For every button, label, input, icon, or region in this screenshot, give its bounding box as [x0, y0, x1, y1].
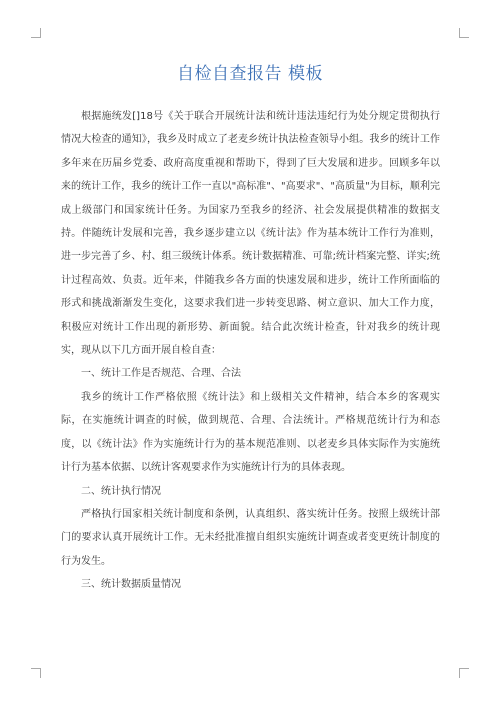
document-title: 自检自查报告 模板	[177, 64, 323, 84]
crop-mark-bottom-left	[31, 668, 41, 678]
crop-mark-top-right	[459, 28, 469, 38]
section-paragraph-1: 我乡的统计工作严格依照《统计法》和上级相关文件精神，结合本乡的客观实际，在实施统计调查的时候，做到规范、合理、合法统计。严格规范统计行为和态度，以《统计法》作为实施统计行为的基本规范准则、以老麦乡具体实际作为实施统计行为基本依据、以统计客观要求作为实施统计行为的具体表现。	[61, 391, 440, 474]
section-heading-1: 一、统计工作是否规范、合理、合法	[81, 368, 241, 380]
section-paragraph-2: 严格执行国家相关统计制度和条例，认真组织、落实统计任务。按照上级统计部门的要求认真开展统计工作。无未经批准擅自组织实施统计调查或者变更统计制度的行为发生。	[61, 508, 440, 567]
section-heading-2: 二、统计执行情况	[81, 485, 161, 497]
crop-mark-top-left	[31, 28, 41, 38]
document-body	[61, 105, 440, 597]
section-heading-3: 三、统计数据质量情况	[81, 579, 181, 591]
crop-mark-bottom-right	[459, 668, 469, 678]
intro-paragraph: 根据施统发[]18号《关于联合开展统计法和统计违法违纪行为处分规定贯彻执行情况大检查的通知》，我乡及时成立了老麦乡统计执法检查领导小组。我乡的统计工作多年来在历届乡党委、政府高度重视和帮助下，得到了巨大发展和进步。回顾多年以来的统计工作，我乡的统计工作一直以"高标准"、"高要求"、"高质量"为目标，顺利完成上级部门和国家统计任务。为国家乃至我乡的经济、社会发展提供精准的数据支持。伴随统计发展和完善，我乡逐步建立以《统计法》作为基本统计工作行为准则，进一步完善了乡、村、组三级统计体系。统计数据精准、可靠;统计档案完整、详实;统计过程高效、负责。近年来，伴随我乡各方面的快速发展和进步，统计工作所面临的形式和挑战渐渐发生变化，这要求我们进一步转变思路、树立意识、加大工作力度，积极应对统计工作出现的新形势、新面貌。结合此次统计检查，针对我乡的统计现实，现从以下几方面开展自检自查：	[61, 111, 440, 357]
